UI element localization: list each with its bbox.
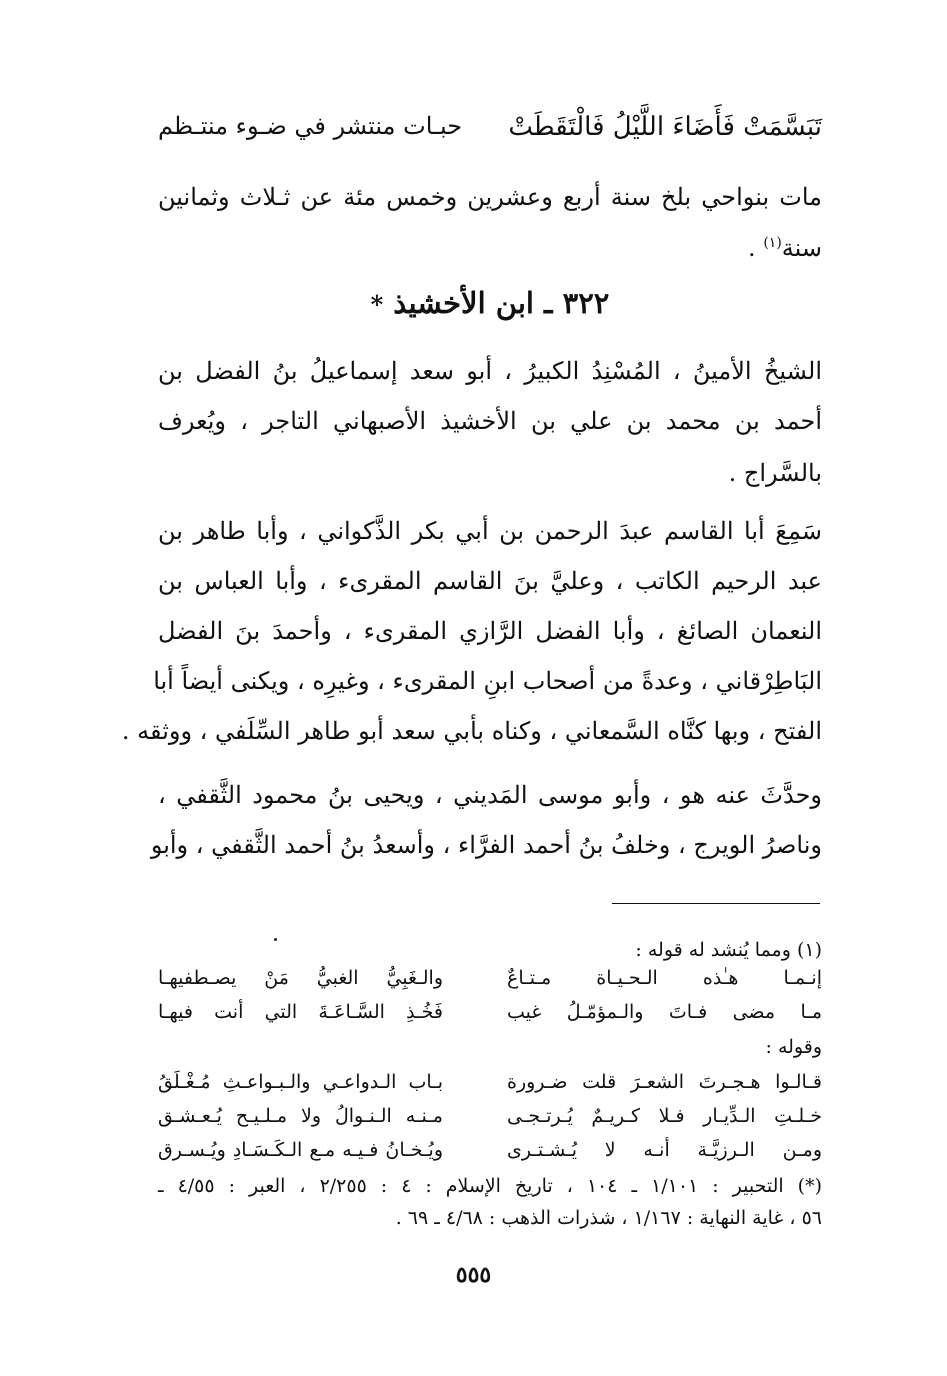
intro-line-2 — [158, 228, 822, 263]
paragraph-2-line-1: سَمِعَ أبا القاسم عبدَ الرحمن بن أبي بكر الذَّكواني ، وأبا طاهر بن — [158, 517, 822, 545]
paragraph-3 — [150, 780, 822, 870]
paragraph-3-line-2: وناصرُ الويرج ، وخلفُ بنُ أحمد الفرَّاء ، وأسعدُ بنُ أحمد الثَّقفي ، وأبو — [150, 831, 822, 859]
paragraph-1-line-1: الشيخُ الأمينُ ، المُسْنِدُ الكبيرُ ، أبو سعد إسماعيلُ بنُ الفضل بن — [158, 357, 822, 385]
hemistich: بـاب الـدواعـي والـبـواعـثِ مُـغْـلَقُ — [158, 1071, 443, 1093]
hemistich: فَخُـذِ السَّـاعَـةَ التي أنت فيهـا — [158, 1001, 443, 1023]
paragraph-3-line-1: وحدَّثَ عنه هو ، وأبو موسى المَديني ، ويحيى بنُ محمود الثَّقفي ، — [158, 781, 822, 809]
footnote-sources-line-2: ٥٦ ، غاية النهاية : ١/١٦٧ ، شذرات الذهب : ٤/٦٨ ـ ٦٩ . — [395, 1207, 822, 1229]
footnote-sources-line-1: (*) التحبير : ١/١٠١ ـ ١٠٤ ، تاريخ الإسلام : ٤ : ٢/٢٥٥ ، العبر : ٤/٥٥ ـ — [158, 1175, 822, 1197]
hemistich: مـنـه الـنـوالُ ولا مـلـيـح يُـعـشـق — [158, 1105, 443, 1127]
footnote-poem-1-verse-1 — [158, 966, 822, 992]
hemistich: والـغَبِيُّ الغبيُّ مَنْ يصـطفيهـا — [158, 967, 443, 989]
hemistich: مـا مضى فـاتَ والـمؤمّـلُ غيب — [507, 1001, 822, 1023]
paragraph-1-line-3: بالسَّراج . — [728, 459, 822, 487]
hemistich: خـلـتِ الـدِّيـار فـلا كـريـمٌ يُـرتـجـى — [507, 1105, 822, 1127]
entry-heading-text: ٣٢٢ ـ ابن الأخشيذ — [393, 286, 610, 320]
paragraph-1 — [158, 356, 822, 496]
footnotes — [158, 938, 822, 1238]
intro-line-2-end: . — [748, 234, 764, 262]
hemistich: ويُـخـانُ فـيـه مـع الـكَـسَـادِ ويُـسـرق — [158, 1139, 443, 1161]
footnote-1-intro: (١) ومما يُنشد له قوله : — [635, 939, 822, 961]
footnote-ref: (١) — [763, 235, 782, 251]
paragraph-1-line-2: أحمد بن محمد بن علي بن الأخشيذ الأصبهاني التاجر ، ويُعرف — [158, 407, 822, 435]
poem-first-hemistich: تَبَسَّمَتْ فَأَضَاءَ اللَّيْلُ فَالْتَقَطَتْ — [508, 112, 822, 142]
hemistich: إنـمـا هـٰذه الـحـيـاة مـتـاعٌ — [507, 967, 822, 989]
footnote-poem-2-verse-1 — [158, 1070, 822, 1096]
hemistich: قـالـوا هـجـرتَ الشعـرَ قلت ضـرورة — [507, 1071, 822, 1093]
footnote-poem-1-verse-2 — [158, 1000, 822, 1026]
page-number: ٥٥٥ — [455, 1262, 492, 1288]
paragraph-2-line-2: عبد الرحيم الكاتب ، وعليَّ بنَ القاسم المقرىء ، وأبا العباس بن — [158, 567, 822, 595]
intro-line-1: مات بنواحي بلخ سنة أربع وعشرين وخمس مئة عن ثـلاث وثمانين — [158, 183, 822, 211]
paragraph-2-line-4: البَاطِرْقاني ، وعدةً من أصحاب ابنِ المقرىء ، وغيرِه ، ويكنى أيضاً أبا — [153, 667, 822, 695]
hemistich: ومـن الـرزيَّـة أنـه لا يُـشـتـرى — [507, 1139, 822, 1161]
intro-line-2-text: سنة — [781, 234, 822, 262]
paragraph-2-line-5: الفتح ، وبها كنَّاه السَّمعاني ، وكناه بأبي سعد أبو طاهر السِّلَفي ، ووثقه . — [121, 717, 822, 745]
paragraph-2-line-3: النعمان الصائغ ، وأبا الفضل الرَّازي المقرىء ، وأحمدَ بنَ الفضل — [158, 617, 822, 645]
poem-second-hemistich: حبـات منتشر في ضـوء منتـظم — [158, 112, 463, 140]
footnote-and-his-saying: وقوله : — [765, 1036, 822, 1058]
footnote-poem-2-verse-2 — [158, 1104, 822, 1130]
intro-text — [158, 182, 822, 262]
footnote-poem-2-verse-3 — [158, 1138, 822, 1164]
entry-heading — [158, 286, 822, 320]
poem-verse-top — [158, 112, 822, 152]
footnote-separator — [612, 903, 820, 904]
paragraph-2 — [121, 516, 822, 756]
heading-star: * — [370, 290, 384, 319]
